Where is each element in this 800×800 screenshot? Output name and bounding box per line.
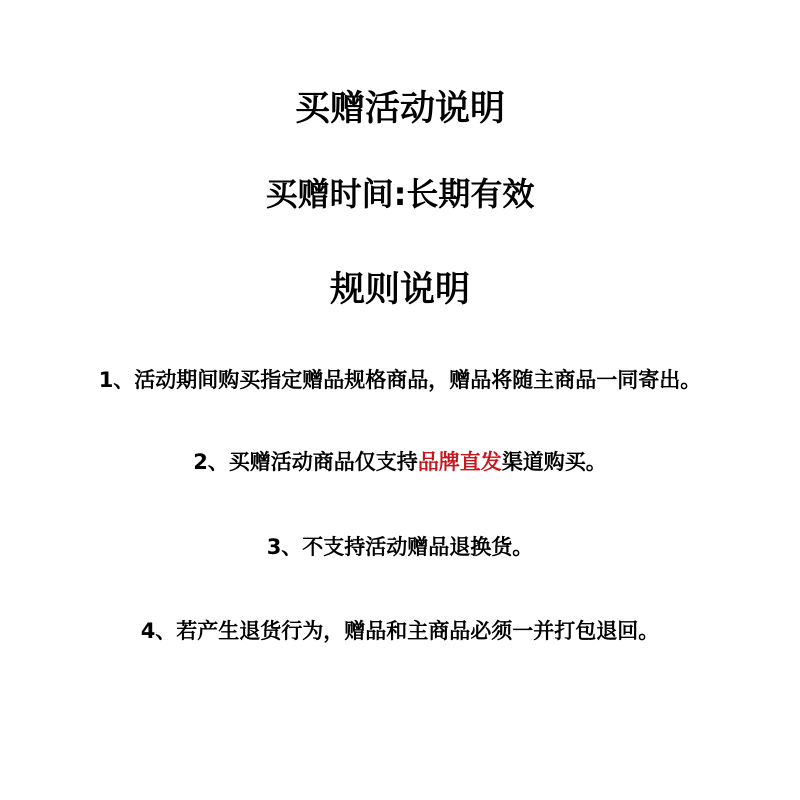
rule-2-highlight: 品牌直发 — [417, 450, 502, 474]
rule-item-3: 3、不支持活动赠品退换货。 — [266, 535, 534, 559]
rules-heading: 规则说明 — [329, 270, 470, 310]
promotion-period: 买赠时间:长期有效 — [265, 175, 535, 213]
page-title: 买赠活动说明 — [294, 89, 505, 129]
rule-item-2 — [0, 452, 800, 473]
rule-item-1: 1、活动期间购买指定赠品规格商品，赠品将随主商品一同寄出。 — [98, 368, 702, 392]
rule-2-text-before: 2、买赠活动商品仅支持 — [193, 450, 418, 474]
rule-item-4: 4、若产生退货行为，赠品和主商品必须一并打包退回。 — [140, 619, 660, 643]
rule-2-text-after: 渠道购买。 — [501, 450, 607, 474]
